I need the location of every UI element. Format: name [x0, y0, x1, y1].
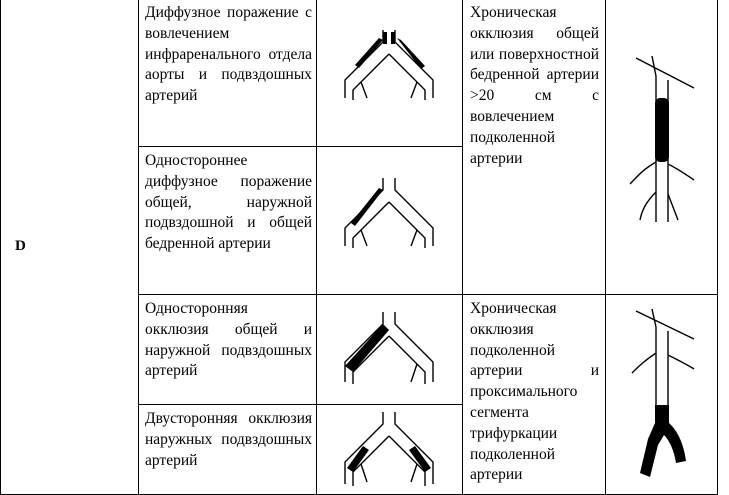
lesion-description: Одностороннее диффузное поражение общей, наружной подвздошной и общей бедренной артерии [145, 152, 312, 253]
unilateral-iliofemoral-lesion-icon [335, 176, 445, 266]
lesion-description-cell [139, 405, 317, 495]
lesion-description-cell [139, 147, 317, 295]
lesion-description: Хроническая окклюзия подколенной артерии и проксимального сегмента трифуркации подколенной артерии [470, 300, 599, 484]
lesion-figure-cell [317, 295, 463, 405]
lesion-description: Диффузное поражение с вовлечением инфраренального отдела аорты и подвздошных артерий [145, 4, 312, 105]
femoral-occlusion-icon [622, 52, 702, 242]
class-label: D [15, 238, 26, 254]
lesion-description: Хроническая окклюзия общей или поверхностной бедренной артерии >20 см с вовлечением подколенной артерии [470, 4, 599, 167]
class-label-cell [1, 0, 139, 495]
lesion-figure-cell [317, 147, 463, 295]
lesion-description-cell [463, 295, 606, 495]
lesion-description-cell [139, 295, 317, 405]
lesion-figure-cell [606, 295, 718, 495]
aortoiliac-bifurcation-diffuse-icon [335, 28, 445, 118]
bilateral-external-iliac-occlusion-icon [335, 410, 445, 490]
lesion-description: Односторонняя окклюзия общей и наружной подвздошных артерий [145, 300, 312, 380]
unilateral-iliac-occlusion-icon [335, 310, 445, 390]
lesion-figure-cell [606, 0, 718, 295]
popliteal-trifurcation-occlusion-icon [622, 305, 702, 485]
lesion-figure-cell [317, 0, 463, 147]
lesion-description-cell [463, 0, 606, 295]
lesion-figure-cell [317, 405, 463, 495]
lesion-description-cell [139, 0, 317, 147]
lesion-description: Двусторонняя окклюзия наружных подвздошных артерий [145, 410, 312, 469]
